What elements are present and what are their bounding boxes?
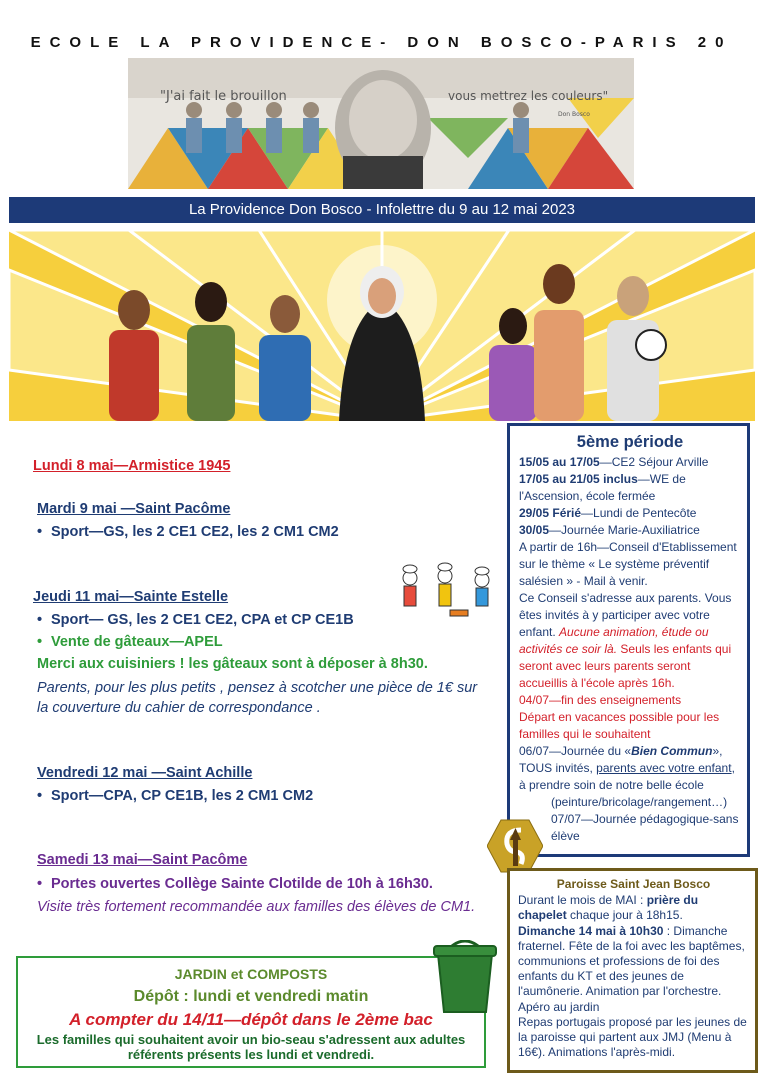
paroisse-repas: Repas portugais proposé par les jeunes de la paroisse qui partent aux JMJ (Menu à 16€). Animations l'après-midi. [518,1014,747,1060]
jeudi-item-sport: • Sport— GS, les 2 CE1 CE2, CPA et CP CE1B [37,612,354,628]
jeudi-title: Jeudi 11 mai—Sainte Estelle [33,589,229,605]
periode-invites: TOUS invités, parents avec votre enfant, à prendre soin de notre belle école [519,761,735,792]
periode-date: 17/05 au 21/05 inclus [519,472,638,486]
periode-fin: 04/07—fin des enseignements [519,693,682,707]
periode-line [519,454,741,471]
periode-date: 29/05 Férié [519,506,582,520]
newsletter-banner: La Providence Don Bosco - Infolettre du 9 au 12 mai 2023 [9,197,755,223]
periode-activites: (peinture/bricolage/rangement…) [551,795,728,809]
cooks-illustration [390,560,500,625]
samedi-note: Visite très fortement recommandée aux familles des élèves de CM1. [37,899,476,915]
samedi-item: • Portes ouvertes Collège Sainte Clotilde de 10h à 16h30. [37,876,433,892]
samedi-title: Samedi 13 mai—Saint Pacôme [37,852,248,868]
periode-pedago: 07/07—Journée pédagogique-sans élève [551,812,739,843]
lundi-title: Lundi 8 mai—Armistice 1945 [33,458,231,474]
periode-title: 5ème période [576,433,684,451]
periode-text: —Journée Marie-Auxiliatrice [549,523,700,537]
periode-bien-commun: 06/07—Journée du «Bien Commun», [519,744,723,758]
periode-text: —CE2 Séjour Arville [599,455,709,469]
vendredi-item: • Sport—CPA, CP CE1B, les 2 CM1 CM2 [37,788,313,804]
paroisse-dimanche: Dimanche 14 mai à 10h30 : Dimanche fraternel. Fête de la foi avec les baptêmes, communions et professions de foi des enfants du KT et des jeunes de l'aumônerie. Animation par l'orchestre. [518,923,745,999]
periode-line [519,505,741,522]
jardin-familles: Les familles qui souhaitent avoir un bio-seau s'adressent aux adultes référents présents les lundi et vendredi. [36,1032,466,1062]
paroisse-title: Paroisse Saint Jean Bosco [556,877,711,891]
jardin-depot: Dépôt : lundi et vendredi matin [133,988,369,1005]
paroisse-logo-icon [487,818,543,874]
mural-signature: Don Bosco [558,111,590,118]
periode-text: —Lundi de Pentecôte [581,506,697,520]
periode-conseil: A partir de 16h—Conseil d'Etablissement sur le thème « Le système préventif salésien » - Mail à venir. [519,540,737,588]
jardin-box [16,956,486,1068]
vendredi-title: Vendredi 12 mai —Saint Achille [37,765,253,781]
periode-date: 15/05 au 17/05 [519,455,600,469]
jeudi-parents: Parents, pour les plus petits , pensez à scotcher une pièce de 1€ sur la couverture du cahier de correspondance . [37,680,478,716]
periode-line [519,522,741,539]
jardin-compter: A compter du 14/11—dépôt dans le 2ème bac [69,1010,433,1029]
jardin-title: JARDIN et COMPOSTS [174,966,328,982]
hero-illustration [9,230,755,421]
mural-text-left: "J'ai fait le brouillon [160,89,287,104]
periode-box [507,423,750,857]
school-name: ECOLE LA PROVIDENCE- DON BOSCO-PARIS 20 [30,34,733,51]
paroisse-box [507,868,758,1073]
mural-image [128,58,634,189]
mardi-title: Mardi 9 mai —Saint Pacôme [37,501,231,517]
paroisse-apero: Apéro au jardin [518,999,600,1014]
jeudi-merci: Merci aux cuisiniers ! les gâteaux sont à déposer à 8h30. [37,656,428,672]
periode-date: 30/05 [519,523,550,537]
mardi-item: • Sport—GS, les 2 CE1 CE2, les 2 CM1 CM2 [37,524,339,540]
periode-text: —WE de l'Ascension, école fermée [519,472,686,503]
mural-text-right: vous mettrez les couleurs" [448,89,609,103]
compost-bin-icon [430,940,500,1015]
paroisse-chapelet: Durant le mois de MAI : prière du chapelet chaque jour à 18h15. [518,893,699,923]
jeudi-item-gateaux: • Vente de gâteaux—APEL [37,634,223,650]
periode-conseil-note: Ce Conseil s'adresse aux parents. Vous êtes invités à y participer avec votre enfant. Aucune animation, étude ou activités ce soir là. Seuls les enfants qui seront avec leurs parents seront accueillis à l'école après 16h. [519,591,732,690]
periode-line [519,471,741,505]
periode-depart: Départ en vacances possible pour les familles qui le souhaitent [519,710,720,741]
